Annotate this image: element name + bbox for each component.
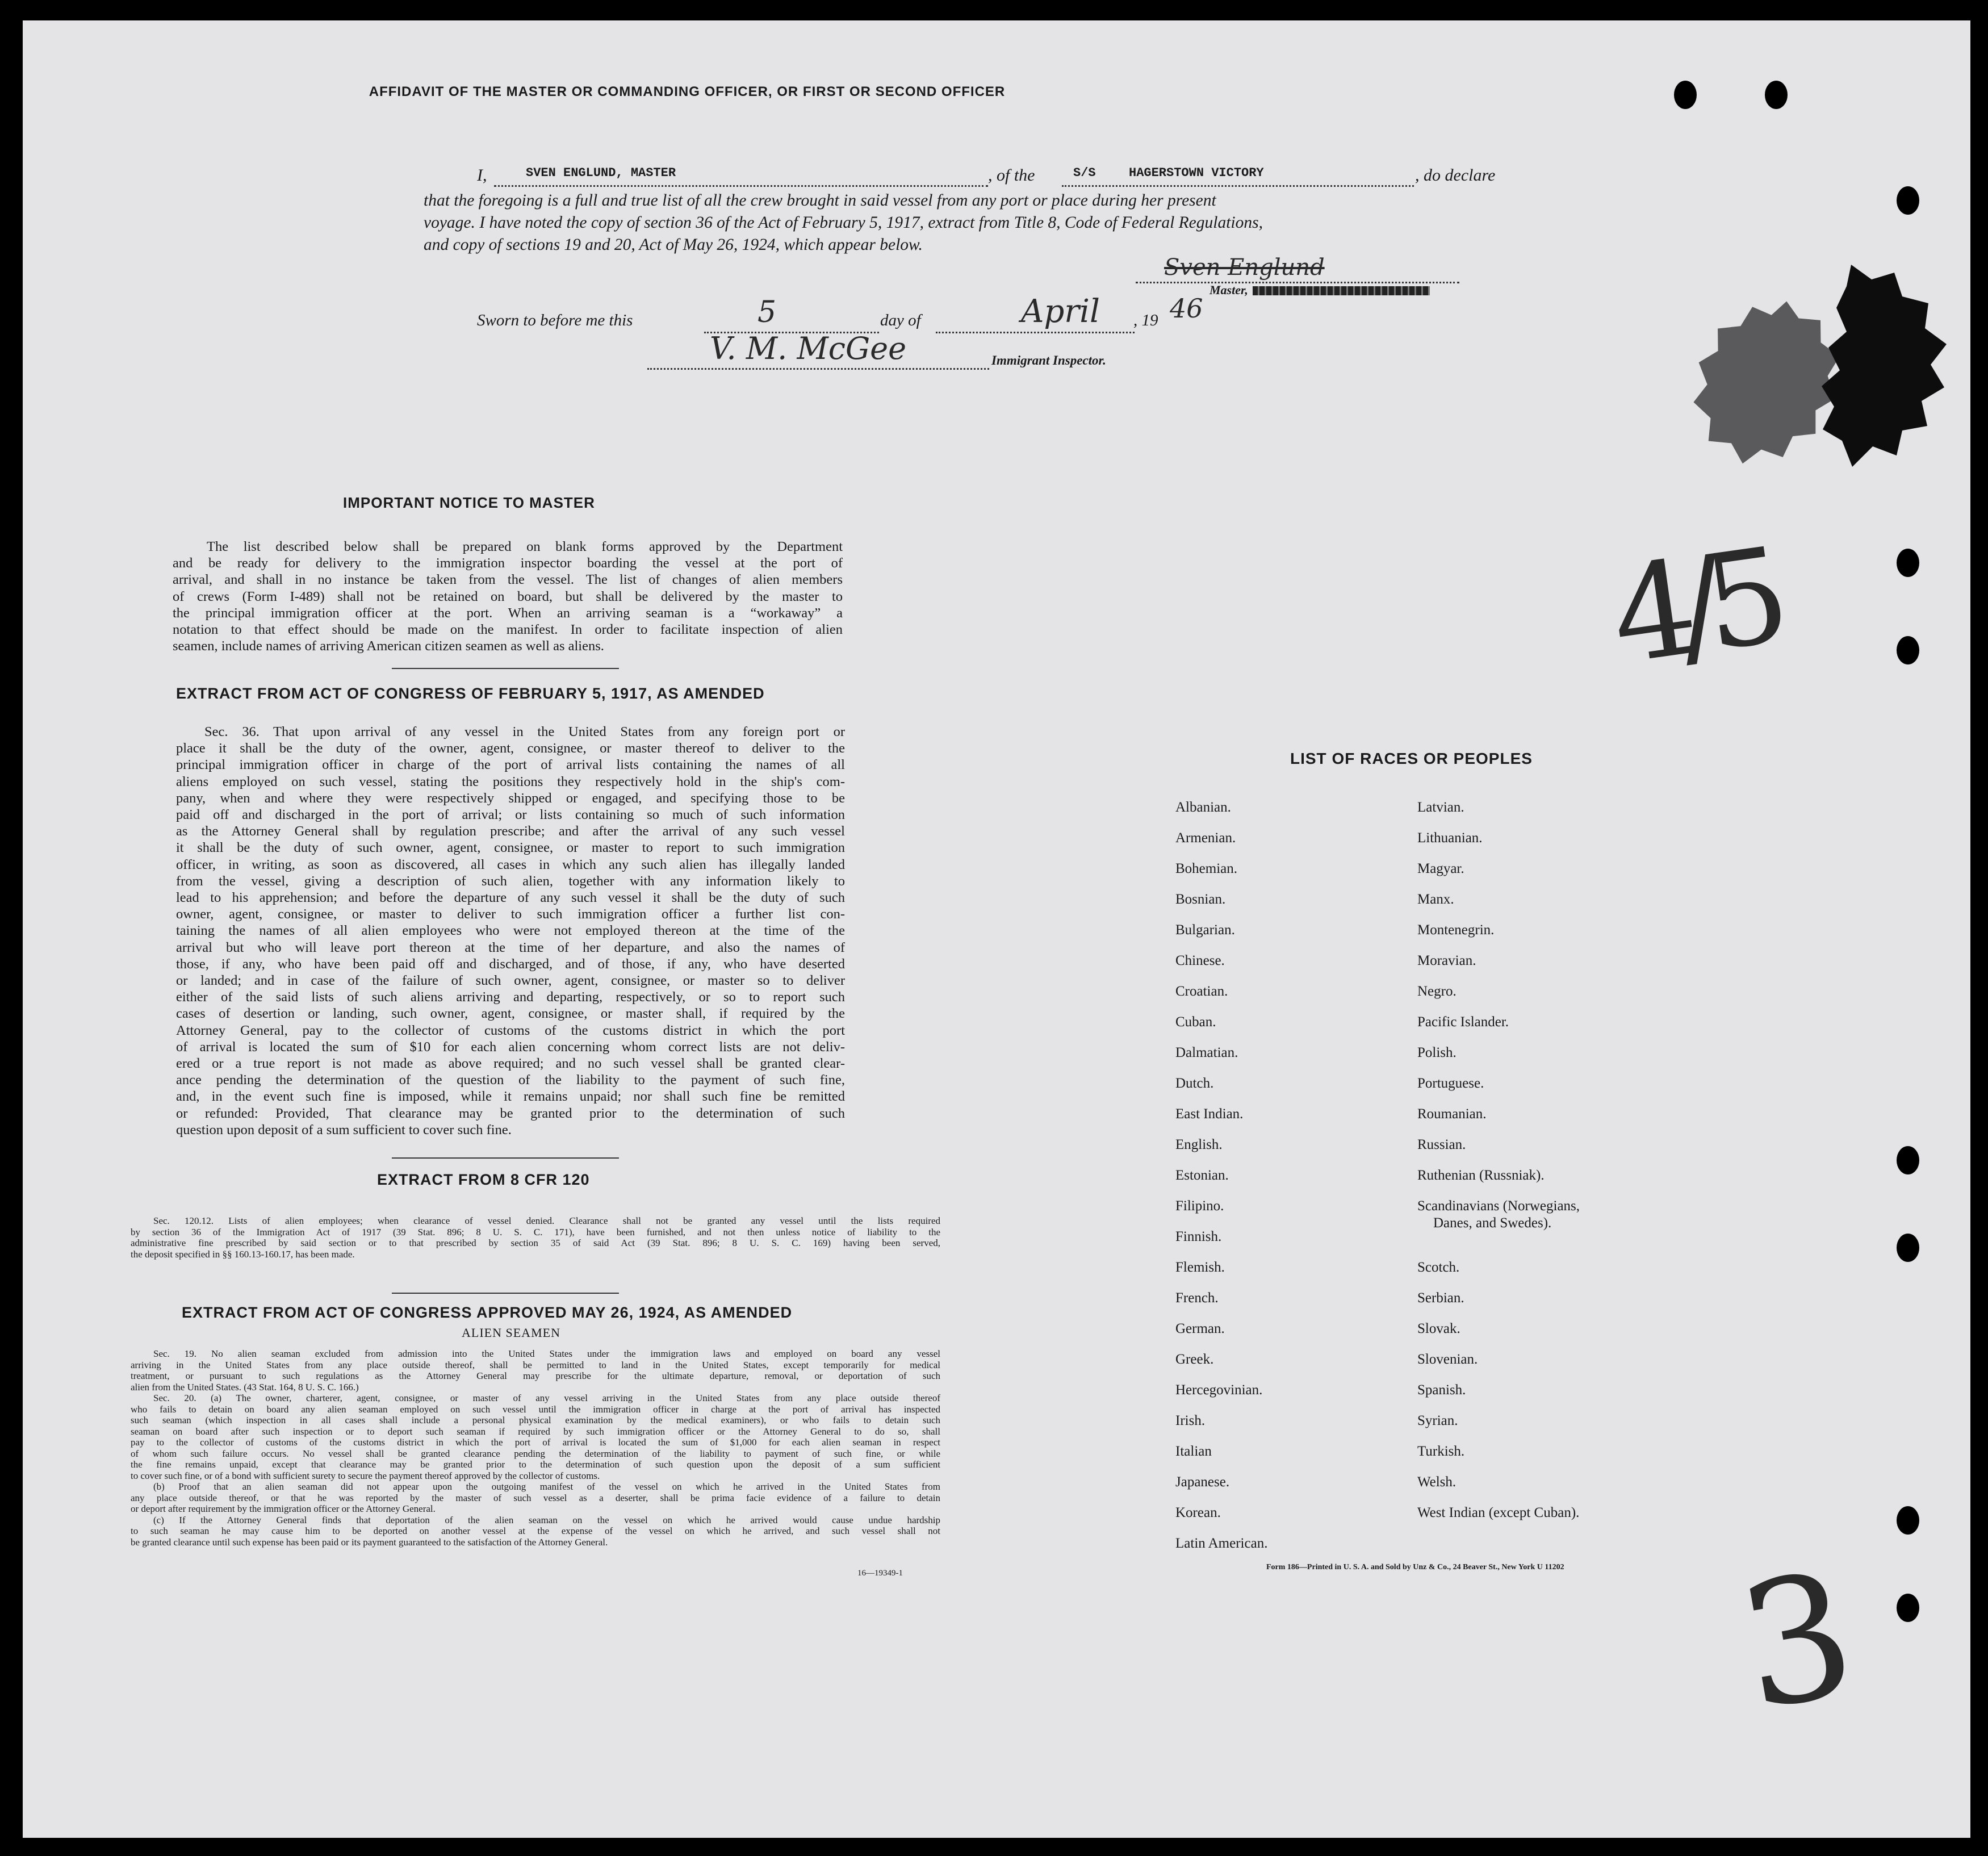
notice-line: and be ready for delivery to the immigration inspector boarding the vessel at the port of xyxy=(173,555,843,571)
race-item: Armenian. xyxy=(1175,830,1236,846)
race-item: Filipino. xyxy=(1175,1198,1224,1214)
race-item: Turkish. xyxy=(1417,1444,1465,1459)
race-item: Welsh. xyxy=(1417,1474,1457,1490)
race-item: East Indian. xyxy=(1175,1106,1244,1122)
notice-line: the principal immigration officer at the port. When an arriving seaman is a “workaway” a xyxy=(173,605,843,621)
race-item: Bulgarian. xyxy=(1175,922,1235,938)
act-1924-line: be granted clearance until such expense has been paid or its payment guaranteed to the satisfaction of the Attorney General. xyxy=(131,1536,608,1548)
punch-hole xyxy=(1674,81,1697,109)
act-1917-line: as the Attorney General shall by regulation prescribe; and after the arrival of any such vessel xyxy=(176,824,845,839)
act-1917-line: cases of desertion or landing, such owner, agent, consignee, or master shall, if required by the xyxy=(176,1006,845,1022)
race-item: Roumanian. xyxy=(1417,1106,1487,1122)
race-item: Danes, and Swedes). xyxy=(1433,1215,1552,1231)
race-item: Serbian. xyxy=(1417,1290,1464,1306)
race-item: Lithuanian. xyxy=(1417,830,1483,846)
divider xyxy=(392,1293,619,1294)
cfr-line: administrative fine prescribed by said section or to that prescribed by section 35 of said Act (39 Stat. 896; 8 U. S. C. 169) having been served, xyxy=(131,1238,940,1248)
act-1924-line: the fine remains unpaid, except that clearance may be granted prior to the determination of such question upon the deposit of a sum sufficient xyxy=(131,1459,940,1470)
form-code: 16—19349-1 xyxy=(857,1569,903,1578)
race-item: Spanish. xyxy=(1417,1382,1466,1398)
act-1924-line: any place outside thereof, or that he was reported by the master of such vessel as a deserter, shall be prima facie evidence of a failure to detain xyxy=(131,1492,940,1503)
act-1917-line: ance pending the determination of the question of the liability to the payment of such fine, xyxy=(176,1072,845,1088)
race-item: West Indian (except Cuban). xyxy=(1417,1505,1580,1520)
act-1924-line: alien from the United States. (43 Stat. 164, 8 U. S. C. 166.) xyxy=(131,1381,359,1393)
race-item: Greek. xyxy=(1175,1352,1214,1367)
race-item: Hercegovinian. xyxy=(1175,1382,1263,1398)
vessel-field xyxy=(1062,165,1414,187)
notice-line: The list described below shall be prepared on blank forms approved by the Department xyxy=(207,539,843,554)
act-1924-line: Sec. 20. (a) The owner, charterer, agent, consignee, or master of any vessel arriving in the United States from any place outside thereof xyxy=(153,1393,940,1403)
affidavit-line: that the foregoing is a full and true list of all the crew brought in said vessel from any port or place during her present xyxy=(424,191,1216,210)
act-1924-line: Sec. 19. No alien seaman excluded from admission into the United States under the immigration laws and employed on board any vessel xyxy=(153,1348,940,1359)
act-1917-line: or landed; and in case of the failure of such owner, agent, consignee, or master so to deliver xyxy=(176,973,845,989)
punch-hole xyxy=(1897,1234,1919,1262)
notice-body xyxy=(173,538,843,654)
race-item: Magyar. xyxy=(1417,861,1464,876)
handwritten-page-mark: 4/5 xyxy=(1602,521,1782,694)
race-item: Bosnian. xyxy=(1175,892,1226,907)
race-item: Estonian. xyxy=(1175,1168,1229,1183)
race-item: Albanian. xyxy=(1175,800,1231,815)
struck-officer-titles xyxy=(1253,286,1430,295)
race-item: English. xyxy=(1175,1137,1223,1152)
act-1924-line: (b) Proof that an alien seaman did not appear upon the outgoing manifest of the vessel on which he arrived in the United States from xyxy=(153,1481,940,1492)
act-1917-line: taining the names of all alien employees who were not employed thereon at the time of the xyxy=(176,923,845,939)
act-1917-line: Sec. 36. That upon arrival of any vessel in the United States from any foreign port or xyxy=(204,724,845,739)
race-item: Negro. xyxy=(1417,984,1457,999)
race-item: Slovenian. xyxy=(1417,1352,1478,1367)
punch-hole xyxy=(1897,1594,1919,1622)
act-1924-line: who fails to detain on board any alien seaman employed on such vessel until the immigration officer in charge at the port of arrival has inspected xyxy=(131,1403,940,1415)
race-item: Syrian. xyxy=(1417,1413,1458,1428)
act-1917-line: arrival but who will leave port thereon at the time of her departure, and also the names of xyxy=(176,939,845,955)
race-item: Finnish. xyxy=(1175,1229,1222,1244)
race-item: Latvian. xyxy=(1417,800,1464,815)
race-item: Moravian. xyxy=(1417,953,1476,968)
act-1924-body xyxy=(131,1348,940,1548)
day-of-label: day of xyxy=(880,311,921,329)
vessel-prefix: S/S xyxy=(1073,166,1096,180)
notice-line: of crews (Form I-489) shall not be retained on board, but shall be delivered by the master to xyxy=(173,588,843,604)
master-signature-line xyxy=(1136,254,1459,283)
cfr-line: by section 36 of the Immigration Act of 1917 (39 Stat. 896; 8 U. S. C. 171), have been furnished, and not then unless notice of liability to the xyxy=(131,1226,940,1238)
race-item: Korean. xyxy=(1175,1505,1221,1520)
act-1924-line: to cover such fine, or of a bond with sufficient surety to secure the payment thereof approved by the collector of customs. xyxy=(131,1470,600,1481)
act-1917-line: question upon deposit of a sum sufficient to cover such fine. xyxy=(176,1122,512,1138)
act-1924-subtitle: ALIEN SEAMEN xyxy=(462,1326,560,1340)
act-1917-line: ered or a true report is not made as above required; and no such vessel shall be granted clear- xyxy=(176,1056,845,1072)
act-1924-line: (c) If the Attorney General finds that deportation of the alien seaman on the vessel on which he arrived would cause undue hardship xyxy=(153,1514,940,1525)
act-1924-line: of whom such failure occurs. No vessel shall be granted clearance pending the determination of the liability to payment of such fine, or while xyxy=(131,1448,940,1459)
race-item: Pacific Islander. xyxy=(1417,1014,1509,1030)
act-1917-line: or refunded: Provided, That clearance may be granted prior to the determination of such xyxy=(176,1105,845,1121)
punch-hole xyxy=(1897,186,1919,215)
master-signature: Sven Englund xyxy=(1164,254,1325,281)
race-item: Manx. xyxy=(1417,892,1454,907)
notice-title: IMPORTANT NOTICE TO MASTER xyxy=(343,494,595,511)
act-1924-line: to such seaman he may cause him to be deported on another vessel at the expense of the vessel on which he arrived, and such vessel shall not xyxy=(131,1525,940,1536)
affidavit-title: AFFIDAVIT OF THE MASTER OR COMMANDING OFFICER, OR FIRST OR SECOND OFFICER xyxy=(369,84,1006,99)
master-name: SVEN ENGLUND, MASTER xyxy=(526,166,676,180)
act-1917-line: those, if any, who have been paid off and discharged, and of those, if any, who have deserted xyxy=(176,956,845,972)
cfr-body xyxy=(131,1215,940,1260)
race-item: Bohemian. xyxy=(1175,861,1238,876)
act-1917-line: principal immigration officer in charge of the port of arrival lists containing the names of all xyxy=(176,757,845,773)
race-item: French. xyxy=(1175,1290,1219,1306)
embossed-seal-black xyxy=(1817,259,1953,486)
master-label: Master, xyxy=(1209,283,1248,297)
inspector-signature-line xyxy=(647,331,989,370)
sworn-day-field xyxy=(704,295,879,333)
race-item: Portuguese. xyxy=(1417,1076,1484,1091)
affidavit-line: voyage. I have noted the copy of section 36 of the Act of February 5, 1917, extract from Title 8, Code of Federal Regulations, xyxy=(424,214,1263,232)
act-1924-line: pay to the collector of customs of the customs district in which the port of arrival is located the sum of $1,000 for each alien seaman in respect xyxy=(131,1437,940,1448)
race-item: Cuban. xyxy=(1175,1014,1216,1030)
master-name-field xyxy=(494,165,988,187)
cfr-line: the deposit specified in §§ 160.13-160.17, has been made. xyxy=(131,1248,355,1260)
printer-footer: Form 186—Printed in U. S. A. and Sold by Unz & Co., 24 Beaver St., New York U 11202 xyxy=(1266,1563,1564,1571)
year-prefix: , 19 xyxy=(1133,311,1158,329)
do-declare-label: , do declare xyxy=(1415,166,1496,185)
act-1917-line: either of the said lists of such aliens arriving and departing, respectively, or so to report such xyxy=(176,989,845,1005)
race-item: Polish. xyxy=(1417,1045,1457,1060)
act-1924-title: EXTRACT FROM ACT OF CONGRESS APPROVED MAY 26, 1924, AS AMENDED xyxy=(182,1304,793,1321)
act-1917-body xyxy=(176,724,845,1138)
act-1917-line: Attorney General, pay to the collector of customs of the customs district in which the port xyxy=(176,1022,845,1038)
affidavit-i-label: I, xyxy=(477,166,487,185)
race-item: Flemish. xyxy=(1175,1260,1225,1275)
punch-hole xyxy=(1897,1506,1919,1535)
affidavit-statement xyxy=(424,190,1263,256)
race-item: German. xyxy=(1175,1321,1225,1336)
punch-hole xyxy=(1897,549,1919,577)
affidavit-line: and copy of sections 19 and 20, Act of May 26, 1924, which appear below. xyxy=(424,236,923,254)
act-1917-line: and, in the event such fine is imposed, while it remains unpaid; nor shall such fine be remitted xyxy=(176,1089,845,1105)
act-1917-line: of arrival is located the sum of $10 for each alien concerning whom correct lists are not deliv- xyxy=(176,1039,845,1055)
act-1924-line: treatment, or pursuant to such regulations as the Attorney General may prescribe for the ultimate departure, removal, or deportation of such xyxy=(131,1370,940,1381)
race-item: Croatian. xyxy=(1175,984,1228,999)
act-1924-line: seaman on board after such inspection or to deport such seaman if required by such immigration officer or the Attorney General to do so, shall xyxy=(131,1426,940,1437)
act-1917-line: it shall be the duty of such owner, agent, consignee, or master to report to such immigration xyxy=(176,840,845,856)
cfr-line: Sec. 120.12. Lists of alien employees; when clearance of vessel denied. Clearance shall not be granted any vessel until the lists required xyxy=(153,1215,940,1226)
race-item: Japanese. xyxy=(1175,1474,1230,1490)
handwritten-corner-mark: 3 xyxy=(1727,1535,1868,1749)
race-item: Ruthenian (Russniak). xyxy=(1417,1168,1545,1183)
inspector-signature: V. M. McGee xyxy=(710,331,907,366)
act-1924-line: such seaman (which inspection in all cases shall include a personal physical examination by the medical examiners), or who fails to detain such xyxy=(131,1415,940,1426)
race-item: Dalmatian. xyxy=(1175,1045,1238,1060)
sworn-label: Sworn to before me this xyxy=(477,311,633,329)
notice-line: notation to that effect should be made on the manifest. In order to facilitate inspection of alien xyxy=(173,622,843,638)
sworn-month: April xyxy=(1021,293,1100,330)
punch-hole xyxy=(1897,636,1919,664)
divider xyxy=(392,668,619,669)
act-1917-line: place it shall be the duty of the owner, agent, consignee, or master thereof to deliver to the xyxy=(176,741,845,756)
year-suffix: 46 xyxy=(1170,293,1203,324)
sworn-day: 5 xyxy=(757,295,777,329)
act-1917-line: lead to his apprehension; and before the departure of any such vessel it shall be the duty of such xyxy=(176,890,845,906)
sworn-month-field xyxy=(936,293,1135,333)
divider xyxy=(392,1157,619,1159)
act-1917-line: from the vessel, giving a description of such alien, together with any information likely to xyxy=(176,873,845,889)
cfr-title: EXTRACT FROM 8 CFR 120 xyxy=(377,1171,590,1188)
race-item: Russian. xyxy=(1417,1137,1466,1152)
race-item: Chinese. xyxy=(1175,953,1225,968)
act-1924-line: or deport after requirement by the immigration officer or the Attorney General. xyxy=(131,1503,436,1514)
punch-hole xyxy=(1897,1146,1919,1174)
punch-hole xyxy=(1765,81,1788,109)
of-the-label: , of the xyxy=(988,166,1035,185)
race-item: Latin American. xyxy=(1175,1536,1268,1551)
act-1924-line: arriving in the United States from any place outside thereof, shall be permitted to land in the United States, except temporarily for medical xyxy=(131,1359,940,1370)
races-title: LIST OF RACES OR PEOPLES xyxy=(1290,750,1533,767)
notice-line: arrival, and shall in no instance be taken from the vessel. The list of changes of alien members xyxy=(173,572,843,588)
act-1917-line: aliens employed on such vessel, stating the positions they respectively hold in the ship's com- xyxy=(176,774,845,789)
act-1917-line: owner, agent, consignee, or master to deliver to such immigration officer a further list con- xyxy=(176,906,845,922)
act-1917-title: EXTRACT FROM ACT OF CONGRESS OF FEBRUARY 5, 1917, AS AMENDED xyxy=(176,685,765,702)
notice-line: seamen, include names of arriving American citizen seamen as well as aliens. xyxy=(173,638,604,654)
act-1917-line: pany, when and where they were respectively shipped or engaged, and specifying those to be xyxy=(176,790,845,806)
race-item: Montenegrin. xyxy=(1417,922,1495,938)
race-item: Dutch. xyxy=(1175,1076,1214,1091)
vessel-name: HAGERSTOWN VICTORY xyxy=(1129,166,1264,180)
act-1917-line: officer, in writing, as soon as discovered, all cases in which any such alien has illegally landed xyxy=(176,856,845,872)
inspector-label: Immigrant Inspector. xyxy=(991,353,1106,367)
act-1917-line: paid off and discharged in the port of arrival; or lists containing so much of such information xyxy=(176,807,845,823)
race-item: Scotch. xyxy=(1417,1260,1460,1275)
race-item: Slovak. xyxy=(1417,1321,1460,1336)
document-page xyxy=(23,20,1970,1838)
race-item: Scandinavians (Norwegians, xyxy=(1417,1198,1580,1214)
race-item: Italian xyxy=(1175,1444,1212,1459)
race-item: Irish. xyxy=(1175,1413,1206,1428)
